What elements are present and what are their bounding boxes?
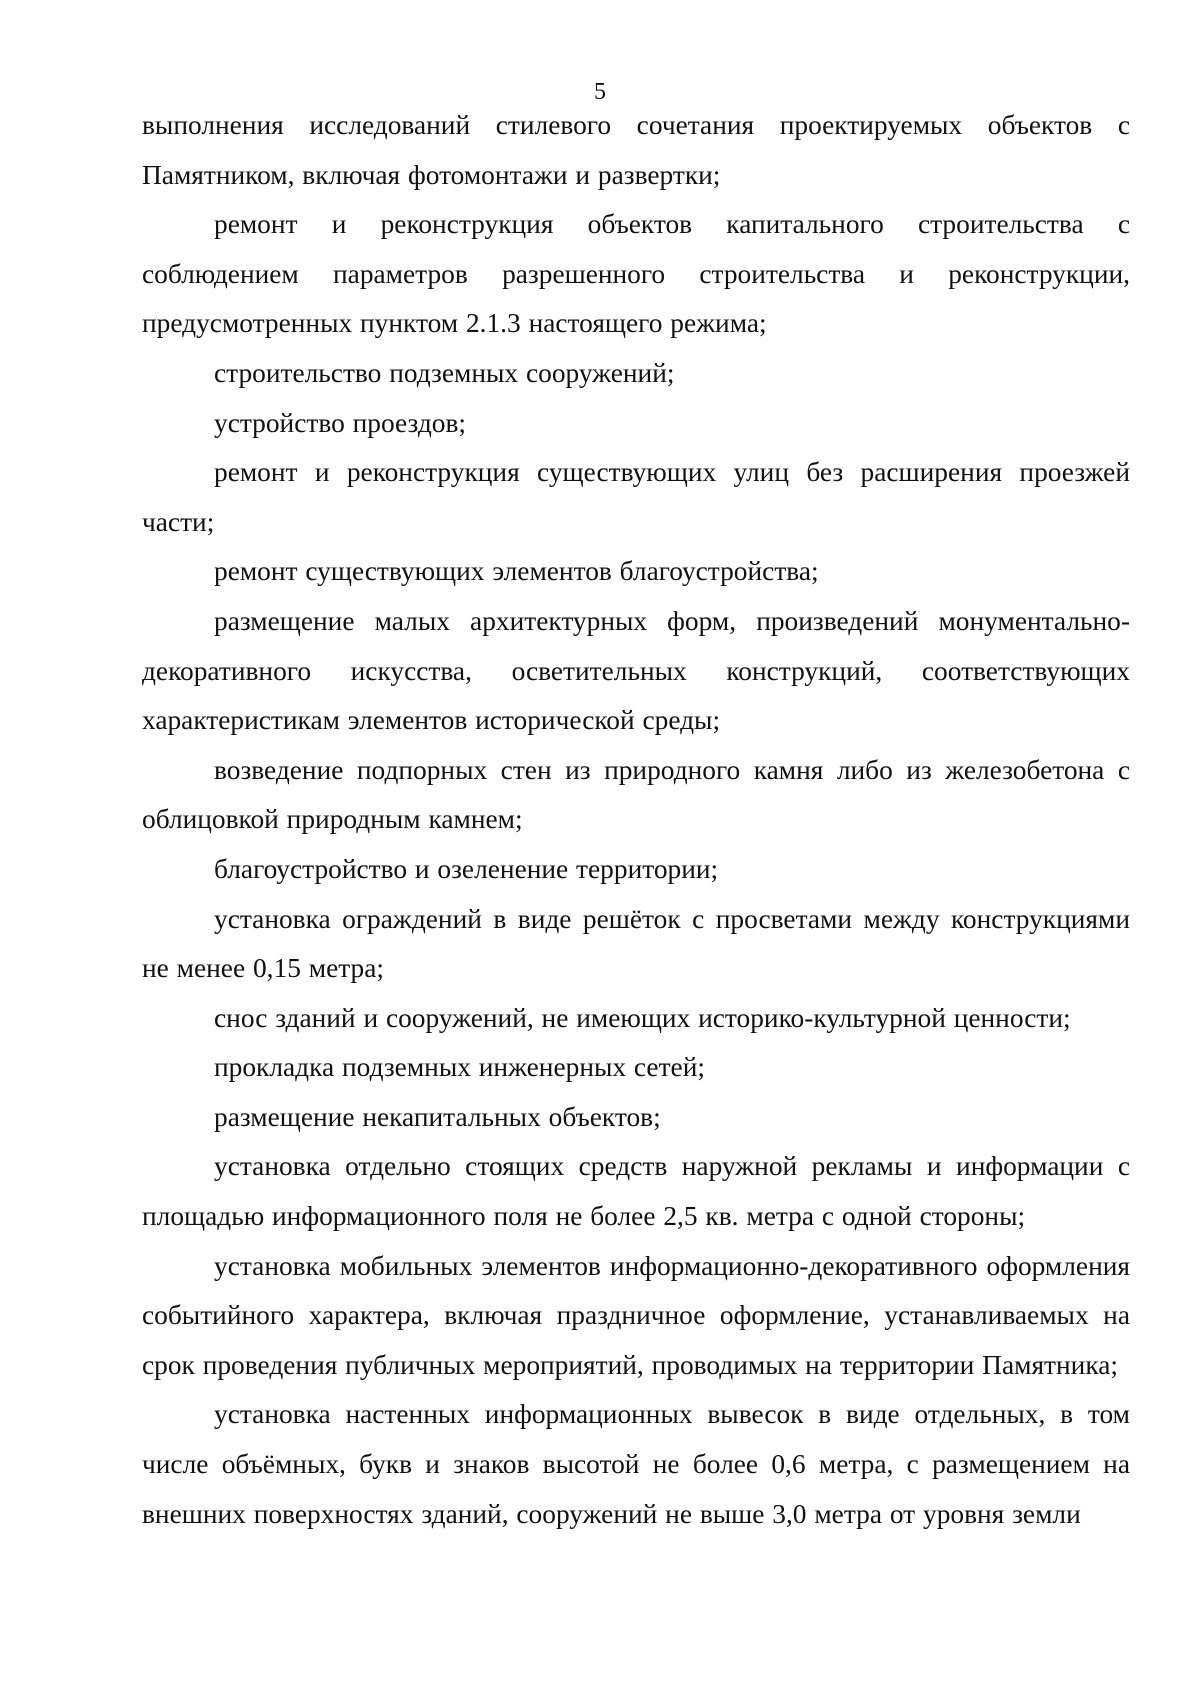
paragraph-utility-networks: прокладка подземных инженерных сетей; (214, 1052, 705, 1083)
paragraph-fences: установка ограждений в виде решёток с просветами между конструкциями не менее 0,15 метра; (142, 903, 1130, 984)
paragraph-continuation: выполнения исследований стилевого сочетания проектируемых объектов с Памятником, включая фотомонтажи и развертки; (142, 110, 1130, 190)
paragraph-temporary-objects: размещение некапитальных объектов; (214, 1101, 661, 1132)
paragraph-streets: ремонт и реконструкция существующих улиц без расширения проезжей части; (142, 457, 1130, 537)
paragraph-demolition: снос зданий и сооружений, не имеющих историко-культурной ценности; (214, 1002, 1071, 1033)
paragraph-small-forms: размещение малых архитектурных форм, произведений монументально-декоративного искусства, осветительных конструкций, соответствующих характеристикам элементов исторической среды; (142, 605, 1130, 736)
paragraph-wall-signs: установка настенных информационных вывесок в виде отдельных, в том числе объёмных, букв и знаков высотой не более 0,6 метра, с размещением на внешних поверхностях зданий, сооружений не выше 3,0 метра от уровня земли (142, 1399, 1130, 1529)
paragraph-underground-structures: строительство подземных сооружений; (214, 357, 675, 388)
paragraph-mobile-decor: установка мобильных элементов информационно-декоративного оформления событийного характера, включая праздничное оформление, устанавливаемых на срок проведения публичных мероприятий, проводимых на территории Памятника; (142, 1250, 1130, 1380)
paragraph-greening: благоустройство и озеленение территории; (214, 853, 719, 884)
paragraph-retaining-walls: возведение подпорных стен из природного камня либо из железобетона с облицовкой природным камнем; (142, 754, 1130, 835)
paragraph-repair-reconstruction: ремонт и реконструкция объектов капитального строительства с соблюдением параметров разрешенного строительства и реконструкции, предусмотренных пунктом 2.1.3 настоящего режима; (142, 209, 1130, 339)
paragraph-outdoor-advertising: установка отдельно стоящих средств наружной рекламы и информации с площадью информационного поля не более 2,5 кв. метра с одной стороны; (142, 1151, 1130, 1232)
document-body (142, 101, 1130, 1539)
paragraph-driveways: устройство проездов; (214, 407, 466, 438)
page-number: 5 (594, 79, 606, 105)
paragraph-landscaping-repair: ремонт существующих элементов благоустройства; (214, 556, 819, 587)
